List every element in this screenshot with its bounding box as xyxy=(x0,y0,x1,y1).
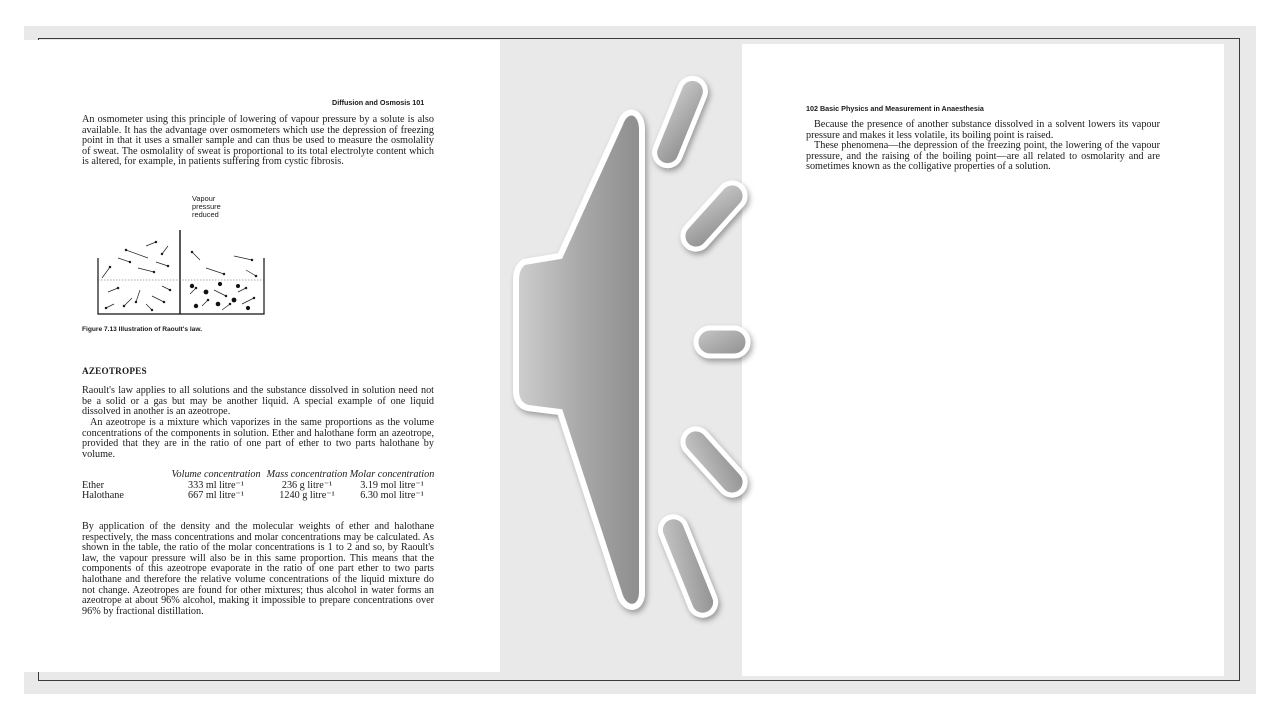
figure-caption: Figure 7.13 Illustration of Raoult's law. xyxy=(82,326,203,333)
table-header: Volume concentration xyxy=(171,469,261,480)
table-cell: 1240 g litre⁻¹ xyxy=(279,490,335,502)
left-para-4: By application of the density and the molecular weights of ether and halothane respectively, the mass concentrations and molar concentrations may be calculated. As shown in the table, the ratio of the molar concentrations is 1 to 2 and so, by Raoult's law, the vapour pressure will also be in this same proportion. This means that the components of this azeotrope evaporate in the ratio of one part ether to two parts halothane and therefore the relative volume concentrations of the liquid mixture do not change. Azeotropes are found for other mixtures; thus alcohol in water forms an azeotrope at about 96% alcohol, making it impossible to prepare concentrations over 96% by fractional distillation. xyxy=(82,521,434,617)
left-para-3: An azeotrope is a mixture which vaporizes in the same proportions as the volume concentrations of the components in solution. Ether and halothane form an azeotrope, provided that they are in the ratio of one part of ether to two parts halothane by volume. xyxy=(82,417,434,460)
azeotrope-table xyxy=(82,470,436,502)
table-cell: 3.19 mol litre⁻¹ xyxy=(360,479,424,491)
right-page xyxy=(742,44,1224,676)
left-page xyxy=(16,40,500,672)
speaker-icon[interactable] xyxy=(500,40,760,680)
right-para-1: Because the presence of another substance dissolved in a solvent lowers its vapour pressure and makes it less volatile, its boiling point is raised. xyxy=(806,119,1160,141)
table-header: Molar concentration xyxy=(349,469,435,480)
right-page-header: 102 Basic Physics and Measurement in Anaesthesia xyxy=(806,104,984,113)
raoult-diagram xyxy=(96,192,266,316)
left-para-1: An osmometer using this principle of lowering of vapour pressure by a solute is also available. It has the advantage over osmometers which use the depression of freezing point in that it uses a smaller sample and can thus be used to measure the osmolality of sweat. The osmolality of sweat is proportional to its total electrolyte content which is altered, for example, in patients suffering from cystic fibrosis. xyxy=(82,114,434,168)
table-cell: 6.30 mol litre⁻¹ xyxy=(360,490,424,502)
table-row xyxy=(82,491,436,502)
table-cell: 333 ml litre⁻¹ xyxy=(188,479,244,491)
left-page-header: Diffusion and Osmosis 101 xyxy=(332,98,425,107)
table-cell: Ether xyxy=(82,479,105,491)
table-cell: 236 g litre⁻¹ xyxy=(281,479,333,491)
raoult-law-figure xyxy=(96,192,266,316)
table-header: Mass concentration xyxy=(266,469,348,480)
table-cell: 667 ml litre⁻¹ xyxy=(188,490,244,502)
left-para-2: Raoult's law applies to all solutions and the substance dissolved in solution need not be a solid or a gas but may be another liquid. A special example of one liquid dissolved in another is an azeotrope. xyxy=(82,385,434,418)
right-para-2: These phenomena—the depression of the freezing point, the lowering of the vapour pressure, and the raising of the boiling point—are all related to osmolarity and are sometimes known as the colligative properties of a solution. xyxy=(806,140,1160,173)
section-heading: AZEOTROPES xyxy=(82,366,147,376)
figure-label: Vapour pressure reduced xyxy=(192,194,221,219)
table-cell: Halothane xyxy=(82,490,124,502)
